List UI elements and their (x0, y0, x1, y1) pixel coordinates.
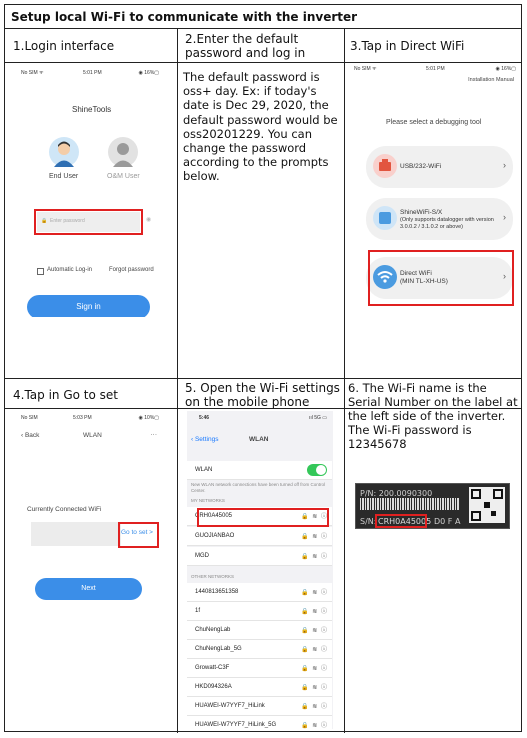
lock-wifi-info-icon: 🔒 ≋ ⓘ (301, 704, 328, 710)
user-icon (49, 137, 79, 167)
lock-icon: 🔒 (41, 218, 48, 224)
screen-title: WLAN (249, 436, 269, 443)
highlight-frame (34, 209, 143, 235)
clock: 5:03 PM (73, 415, 92, 421)
step3-header: 3.Tap in Direct WiFi (350, 39, 465, 53)
serial-suffix: D0 F A (434, 517, 461, 526)
lock-wifi-info-icon: 🔒 ≋ ⓘ (301, 609, 328, 615)
serial-number: CRH0A45005 (378, 517, 432, 526)
login-screen (17, 67, 163, 317)
lock-wifi-info-icon: 🔒 ≋ ⓘ (301, 590, 328, 596)
connected-wifi-label: Currently Connected WiFi (27, 506, 102, 513)
network-row[interactable]: 1440813651358 🔒 ≋ ⓘ (187, 583, 332, 602)
lock-wifi-info-icon: 🔒 ≋ ⓘ (301, 666, 328, 672)
clock: 5:01 PM (426, 66, 445, 72)
om-user-avatar[interactable] (108, 137, 138, 167)
eye-icon[interactable]: ◉ (146, 217, 152, 223)
network-row[interactable]: HKD094326A 🔒 ≋ ⓘ (187, 678, 332, 697)
tool-label: ShineWiFi-S/X (400, 209, 443, 216)
inverter-label-photo (355, 483, 510, 529)
app-name: ShineTools (72, 105, 112, 114)
network-row[interactable]: 1f 🔒 ≋ ⓘ (187, 602, 332, 621)
next-button[interactable]: Next (35, 578, 142, 600)
network-row[interactable]: MGD 🔒 ≋ ⓘ (187, 547, 332, 566)
row-divider (5, 378, 521, 379)
wlan-toggle[interactable] (307, 464, 327, 476)
wlan-toggle-row (187, 461, 332, 480)
auto-login-label: Automatic Log-in (47, 267, 93, 273)
sign-in-button[interactable]: Sign in (27, 295, 150, 317)
serial-prefix: S/N: (360, 517, 377, 526)
chevron-right-icon: › (503, 271, 506, 281)
clock: 5:01 PM (83, 70, 102, 76)
wlan-note: New WLAN network connections have been turned off from Control Center. (191, 482, 325, 493)
battery-status: ◉ 16%▢ (138, 70, 159, 76)
user-icon (108, 137, 138, 167)
column-divider (177, 29, 178, 733)
tool-label: USB/232-WiFi (400, 163, 442, 170)
my-networks-heading: MY NETWORKS (191, 498, 225, 503)
network-row[interactable]: ChuNengLab 🔒 ≋ ⓘ (187, 621, 332, 640)
lock-wifi-info-icon: 🔒 ≋ ⓘ (301, 514, 328, 520)
step2-header: 2.Enter the default password and log in (185, 32, 306, 60)
other-networks-heading: OTHER NETWORKS (191, 574, 235, 579)
auto-login-checkbox[interactable] (37, 268, 44, 275)
step4-header: 4.Tap in Go to set (13, 388, 118, 402)
end-user-label: End User (49, 173, 79, 180)
lock-wifi-info-icon: 🔒 ≋ ⓘ (301, 554, 328, 560)
carrier-status: No SIM ᯤ (21, 70, 44, 76)
network-row[interactable]: HUAWEI-W7YYF7_HiLink 🔒 ≋ ⓘ (187, 697, 332, 716)
lock-wifi-info-icon: 🔒 ≋ ⓘ (301, 685, 328, 691)
lock-wifi-info-icon: 🔒 ≋ ⓘ (301, 628, 328, 634)
tool-sublabel: (MIN TL-XH-US) (400, 278, 448, 285)
usb-icon (373, 154, 397, 178)
highlight-frame (197, 508, 329, 527)
tool-shinewifi[interactable] (366, 198, 513, 240)
battery-status: ◉ 16%▢ (495, 66, 516, 72)
network-row[interactable]: CRH0A45005 🔒 ≋ ⓘ (187, 507, 332, 526)
end-user-avatar[interactable] (49, 137, 79, 167)
lock-wifi-info-icon: 🔒 ≋ ⓘ (301, 534, 328, 540)
step5-header: 5. Open the Wi-Fi settings on the mobile phone (185, 381, 340, 409)
password-placeholder: Enter password (50, 218, 85, 224)
instruction-table (4, 4, 522, 732)
debug-tool-screen (350, 63, 520, 318)
back-settings-button[interactable]: ‹ Settings (191, 436, 219, 443)
ios-wlan-settings (187, 411, 333, 729)
more-menu-button[interactable]: ··· (150, 431, 157, 438)
network-row[interactable]: GUOJIANBAO 🔒 ≋ ⓘ (187, 527, 332, 546)
wlan-check-screen (17, 412, 163, 612)
connected-wifi-value (31, 522, 121, 546)
tool-label: Direct WiFi (400, 270, 432, 277)
wlan-label: WLAN (195, 467, 213, 473)
select-tool-prompt: Please select a debugging tool (386, 119, 482, 126)
step1-header: 1.Login interface (13, 39, 115, 53)
installation-manual-link[interactable]: Installation Manual (468, 77, 514, 83)
go-to-set-link[interactable]: Go to set > (121, 529, 153, 536)
chevron-right-icon: › (503, 212, 506, 222)
clock: 5:46 (199, 415, 210, 421)
network-row[interactable]: HUAWEI-W7YYF7_HiLink_5G 🔒 ≋ ⓘ (187, 716, 332, 729)
screen-title: WLAN (83, 432, 102, 439)
barcode (360, 498, 460, 510)
carrier-status: No SIM (21, 415, 38, 421)
tool-usb-wifi[interactable] (366, 146, 513, 188)
datalogger-icon (373, 206, 397, 230)
highlight-frame (375, 514, 427, 528)
highlight-frame (368, 250, 514, 306)
tool-sublabel: (Only supports datalogger with version 3.0.0.2 / 3.1.0.2 or above) (400, 217, 494, 230)
column-divider (344, 29, 345, 733)
page-title: Setup local Wi-Fi to communicate with the inverter (5, 5, 521, 29)
lock-wifi-info-icon: 🔒 ≋ ⓘ (301, 723, 328, 729)
battery-status: ◉ 10%▢ (138, 415, 159, 421)
network-row[interactable]: Growatt-C3F 🔒 ≋ ⓘ (187, 659, 332, 678)
step2-instructions: The default password is oss+ day. Ex: if today's date is Dec 29, 2020, the default password would be oss20201229. You can change the password according to the prompts below. (183, 70, 338, 184)
chevron-right-icon: › (503, 160, 506, 170)
signal-battery-status: ııl 5G ▭ (308, 415, 327, 421)
qr-code (469, 487, 505, 523)
back-button[interactable]: ‹ Back (21, 432, 40, 439)
forgot-password-link[interactable]: Forgot password (109, 267, 154, 273)
part-number: P/N: 200.0090300 (360, 489, 433, 498)
lock-wifi-info-icon: 🔒 ≋ ⓘ (301, 647, 328, 653)
carrier-status: No SIM ᯤ (354, 66, 377, 72)
network-row[interactable]: ChuNengLab_5G 🔒 ≋ ⓘ (187, 640, 332, 659)
step6-text: 6. The Wi-Fi name is the Serial Number on the label at the left side of the inverter. The Wi-Fi password is 12345678 (348, 381, 518, 451)
om-user-label: O&M User (107, 173, 140, 180)
